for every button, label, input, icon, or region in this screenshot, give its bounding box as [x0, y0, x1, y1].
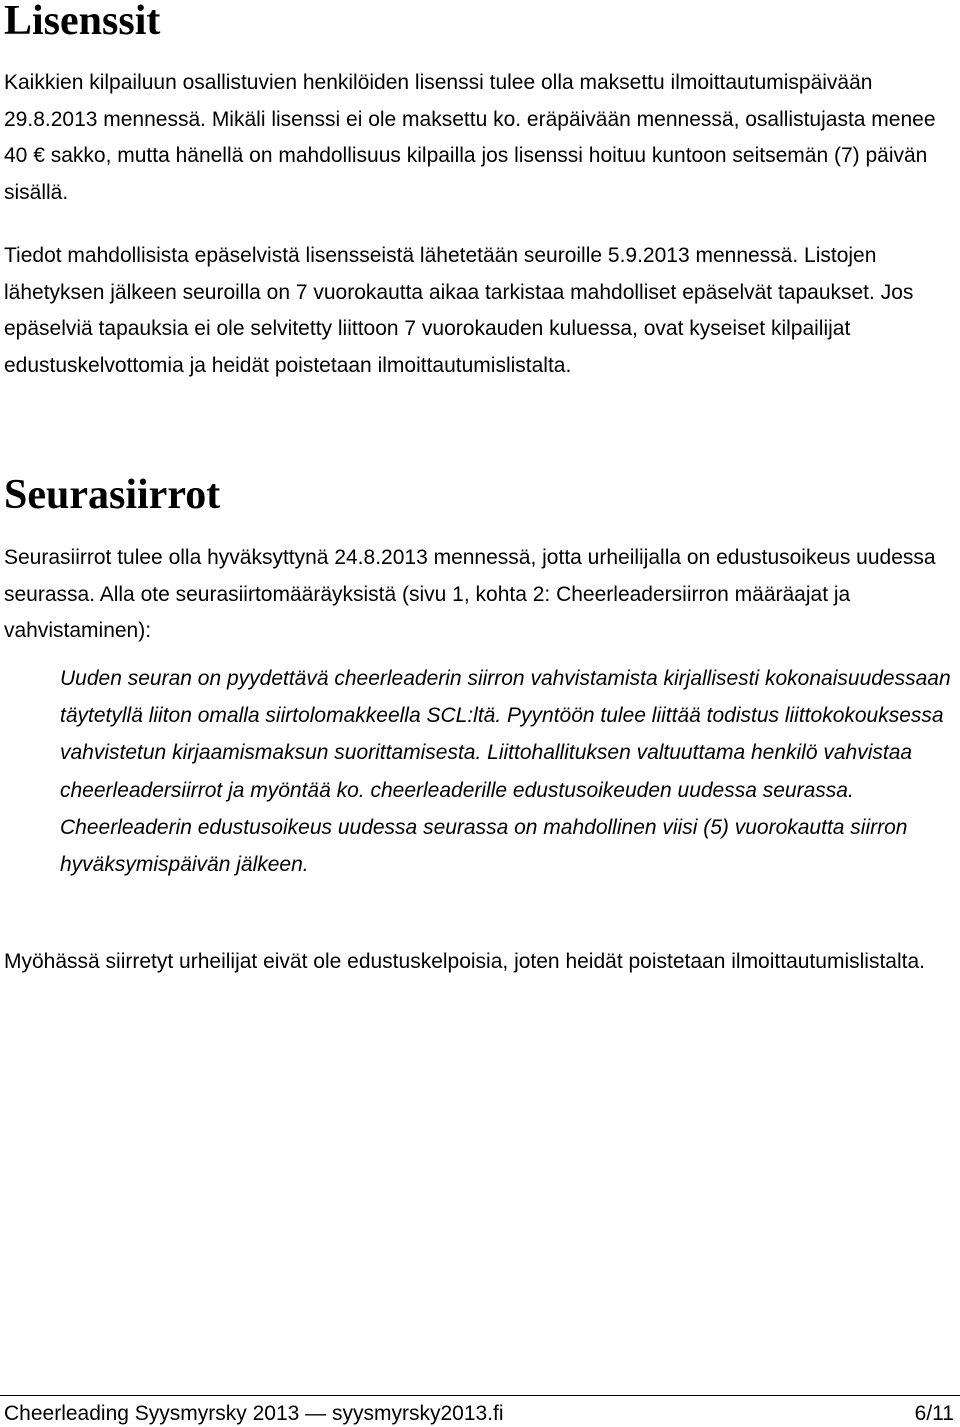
quoted-transfer-rules: Uuden seuran on pyydettävä cheerleaderin siirron vahvistamista kirjallisesti kokonaisuudessaan täytetyllä liiton omalla siirtolomakkeella SCL:ltä. Pyyntöön tulee liittää todistus liittokokouksessa vahvistetun kirjaamismaksun suorittamisesta. Liittohallituksen valtuuttama henkilö vahvistaa cheerleadersiirrot ja myöntää ko. cheerleaderille edustusoikeuden uudessa seurassa. Cheerleaderin edustusoikeus uudessa seurassa on mahdollinen viisi (5) vuorokautta siirron hyväksymispäivän jälkeen.	[60, 667, 951, 877]
paragraph-late-transfers: Myöhässä siirretyt urheilijat eivät ole edustuskelpoisia, joten heidät poistetaan ilmoittautumislistalta.	[4, 950, 925, 973]
footer-divider	[0, 1395, 960, 1396]
section-title-seurasiirrot: Seurasiirrot	[4, 472, 221, 518]
section-title-lisenssit: Lisenssit	[4, 0, 161, 44]
page-number: 6/11	[914, 1402, 954, 1425]
paragraph-transfer-intro: Seurasiirrot tulee olla hyväksyttynä 24.8.2013 mennessä, jotta urheilijalla on edustusoikeus uudessa seurassa. Alla ote seurasiirtomääräyksistä (sivu 1, kohta 2: Cheerleadersiirron määräajat ja vahvistaminen):	[4, 546, 936, 643]
footer-text: Cheerleading Syysmyrsky 2013 — syysmyrsky2013.fi	[4, 1402, 504, 1425]
paragraph-license-payment: Kaikkien kilpailuun osallistuvien henkilöiden lisenssi tulee olla maksettu ilmoittautumispäivään 29.8.2013 mennessä. Mikäli lisenssi ei ole maksettu ko. eräpäivään mennessä, osallistujasta menee 40 € sakko, mutta hänellä on mahdollisuus kilpailla jos lisenssi hoituu kuntoon seitsemän (7) päivän sisällä.	[4, 71, 936, 205]
paragraph-license-check: Tiedot mahdollisista epäselvistä lisensseistä lähetetään seuroille 5.9.2013 mennessä. Listojen lähetyksen jälkeen seuroilla on 7 vuorokautta aikaa tarkistaa mahdolliset epäselvät tapaukset. Jos epäselviä tapauksia ei ole selvitetty liittoon 7 vuorokauden kuluessa, ovat kyseiset kilpailijat edustuskelvottomia ja heidät poistetaan ilmoittautumislistalta.	[4, 244, 914, 378]
